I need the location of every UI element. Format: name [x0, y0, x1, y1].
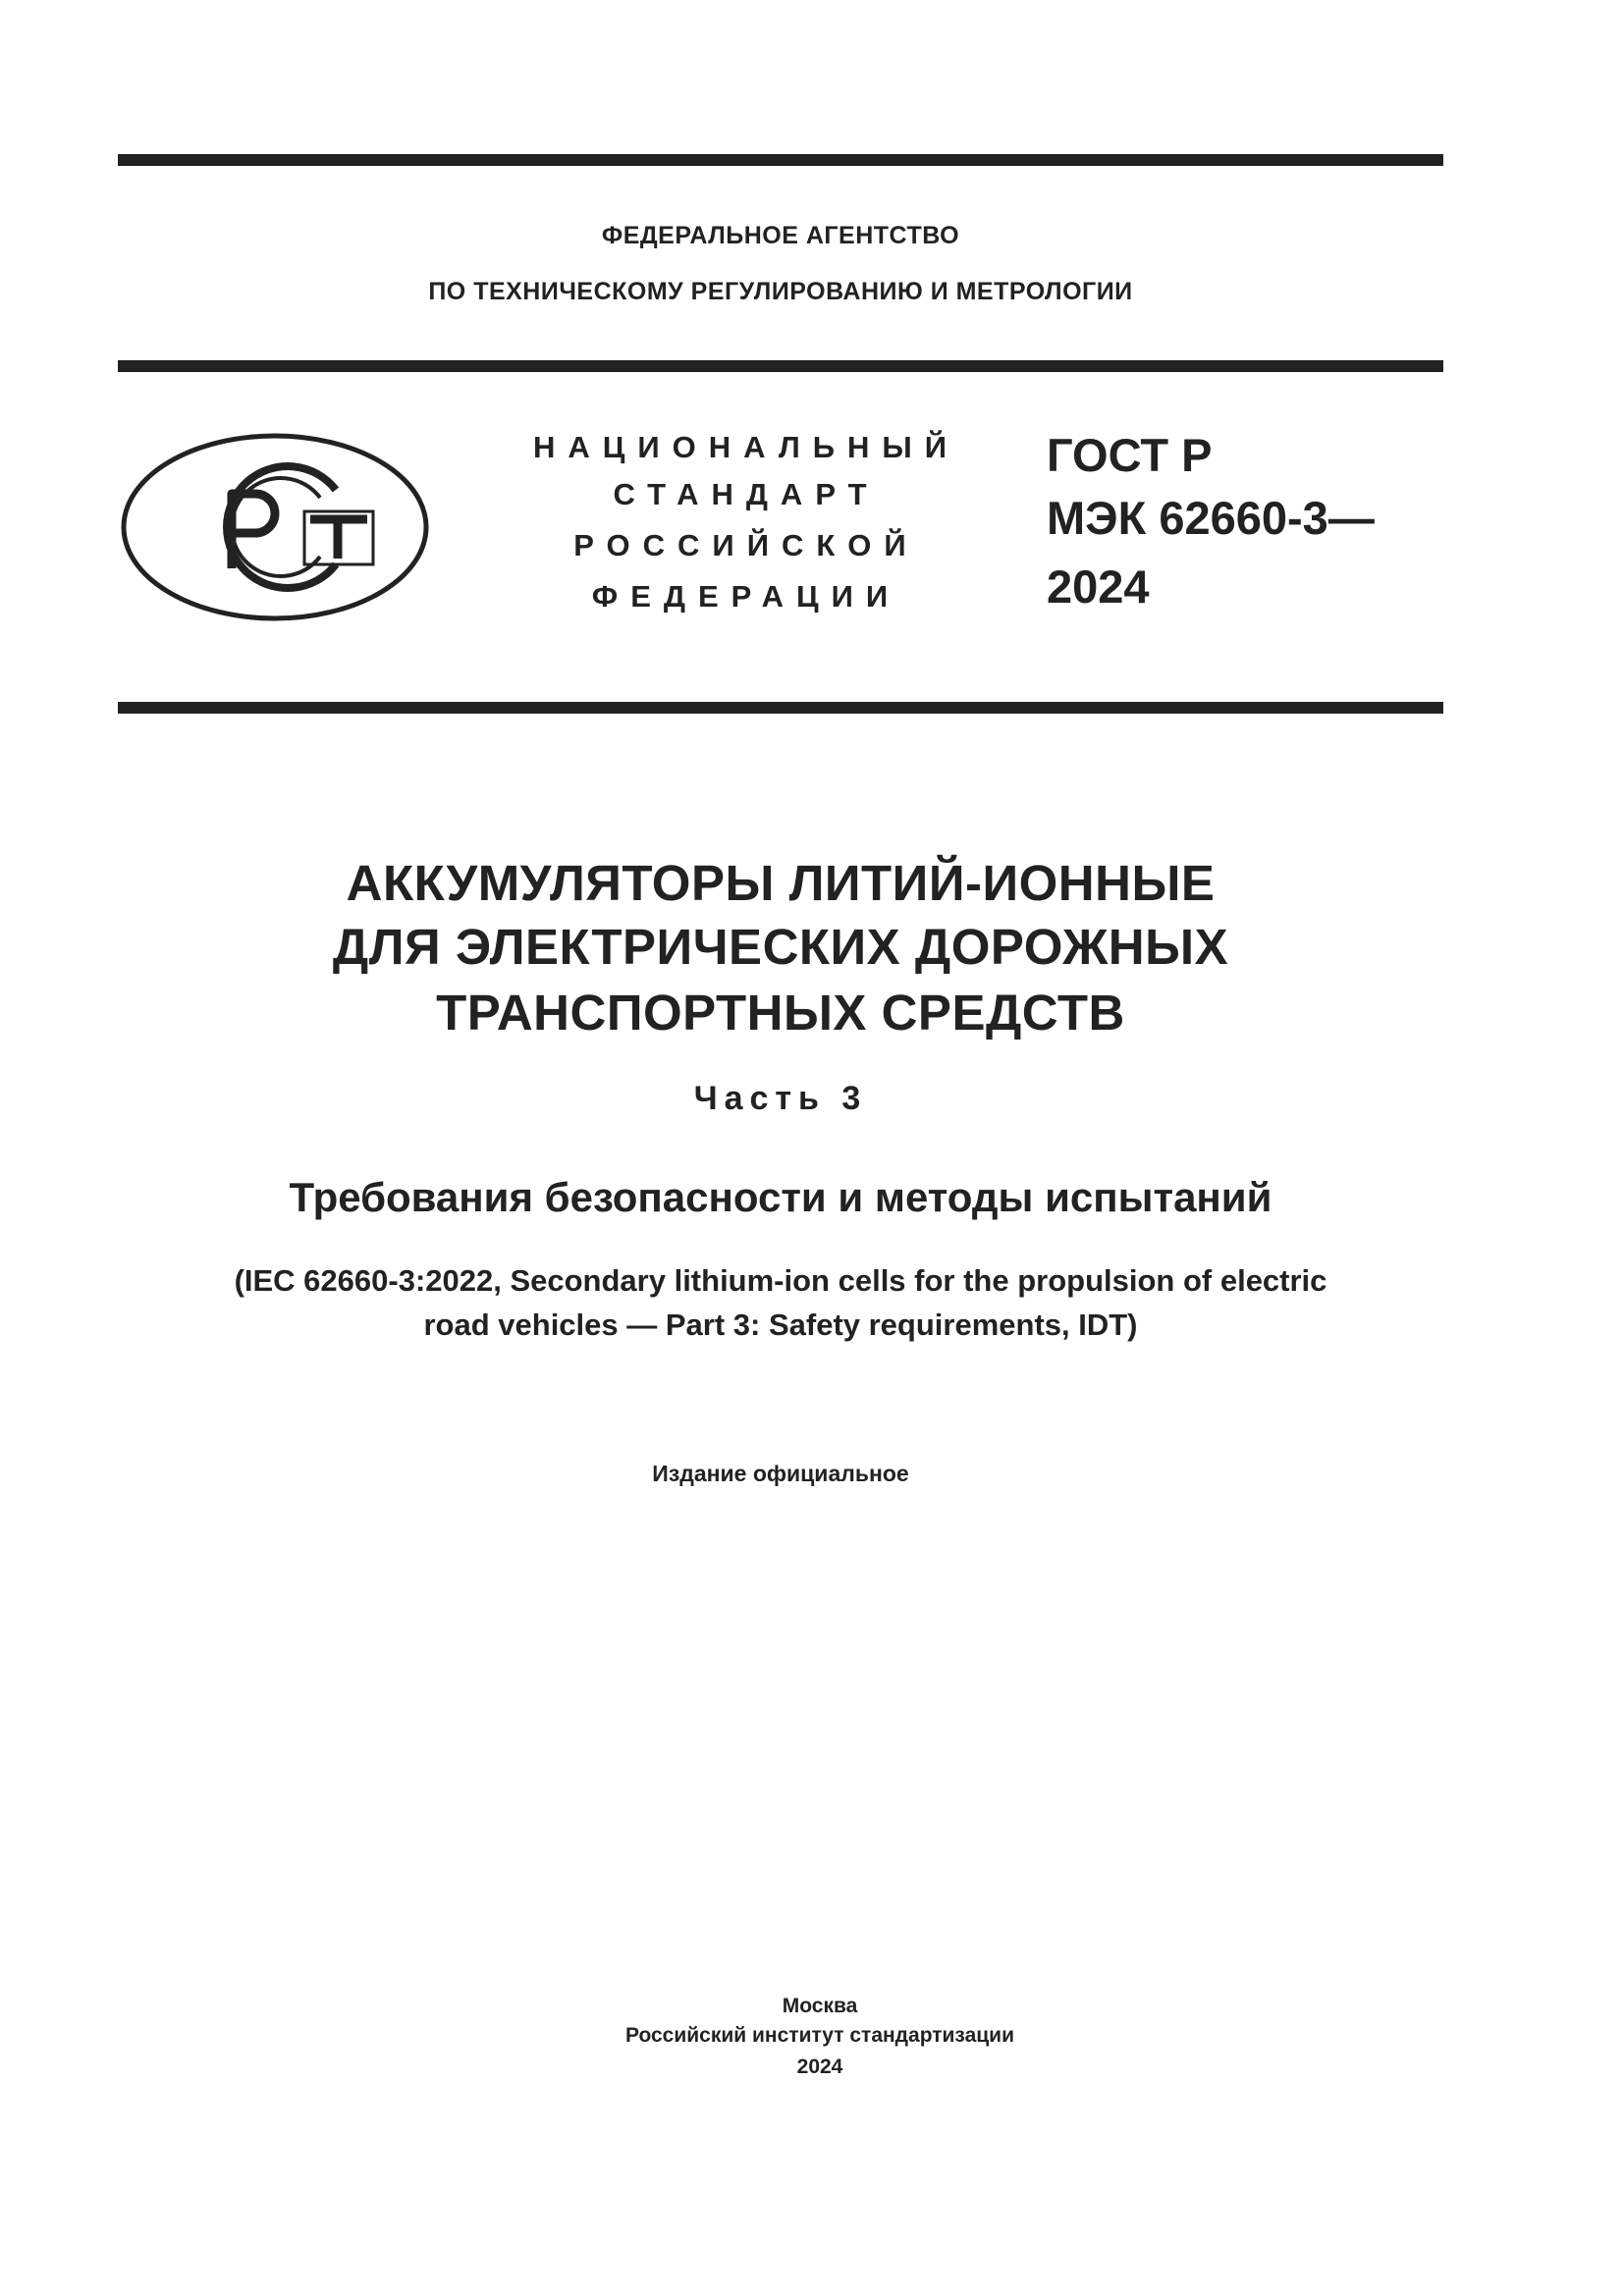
publisher-year: 2024: [796, 2056, 843, 2078]
part-number: Часть 3: [693, 1080, 868, 1117]
top-rule: [118, 154, 1443, 166]
designation-line-3: 2024: [1047, 561, 1150, 613]
middle-rule: [118, 360, 1443, 372]
designation-line-2: МЭК 62660-3—: [1047, 492, 1375, 544]
rst-logo-icon: [118, 429, 432, 625]
title-line-3: ТРАНСПОРТНЫХ СРЕДСТВ: [436, 985, 1125, 1041]
edition-note: Издание официальное: [652, 1461, 909, 1486]
agency-line-2: ПО ТЕХНИЧЕСКОМУ РЕГУЛИРОВАНИЮ И МЕТРОЛОГИИ: [428, 278, 1133, 305]
designation-line-1: ГОСТ Р: [1047, 429, 1213, 481]
standard-type-line-4: ФЕДЕРАЦИИ: [591, 579, 901, 614]
standard-type-line-2: СТАНДАРТ: [613, 477, 880, 511]
publisher-institute: Российский институт стандартизации: [624, 2024, 1015, 2047]
title-line-2: ДЛЯ ЭЛЕКТРИЧЕСКИХ ДОРОЖНЫХ: [332, 919, 1229, 975]
standard-type-line-1: НАЦИОНАЛЬНЫЙ: [532, 430, 960, 464]
iec-reference-line-2: road vehicles — Part 3: Safety requirements, IDT): [423, 1308, 1138, 1342]
iec-reference-line-1: (IEC 62660-3:2022, Secondary lithium-ion cells for the propulsion of electric: [234, 1263, 1327, 1298]
standard-type-line-3: РОССИЙСКОЙ: [573, 528, 919, 562]
publisher-city: Москва: [782, 1995, 858, 2017]
agency-line-1: ФЕДЕРАЛЬНОЕ АГЕНТСТВО: [601, 222, 960, 249]
subtitle: Требования безопасности и методы испытаний: [289, 1174, 1272, 1220]
title-line-1: АККУМУЛЯТОРЫ ЛИТИЙ-ИОННЫЕ: [346, 855, 1216, 911]
lower-rule: [118, 702, 1443, 714]
